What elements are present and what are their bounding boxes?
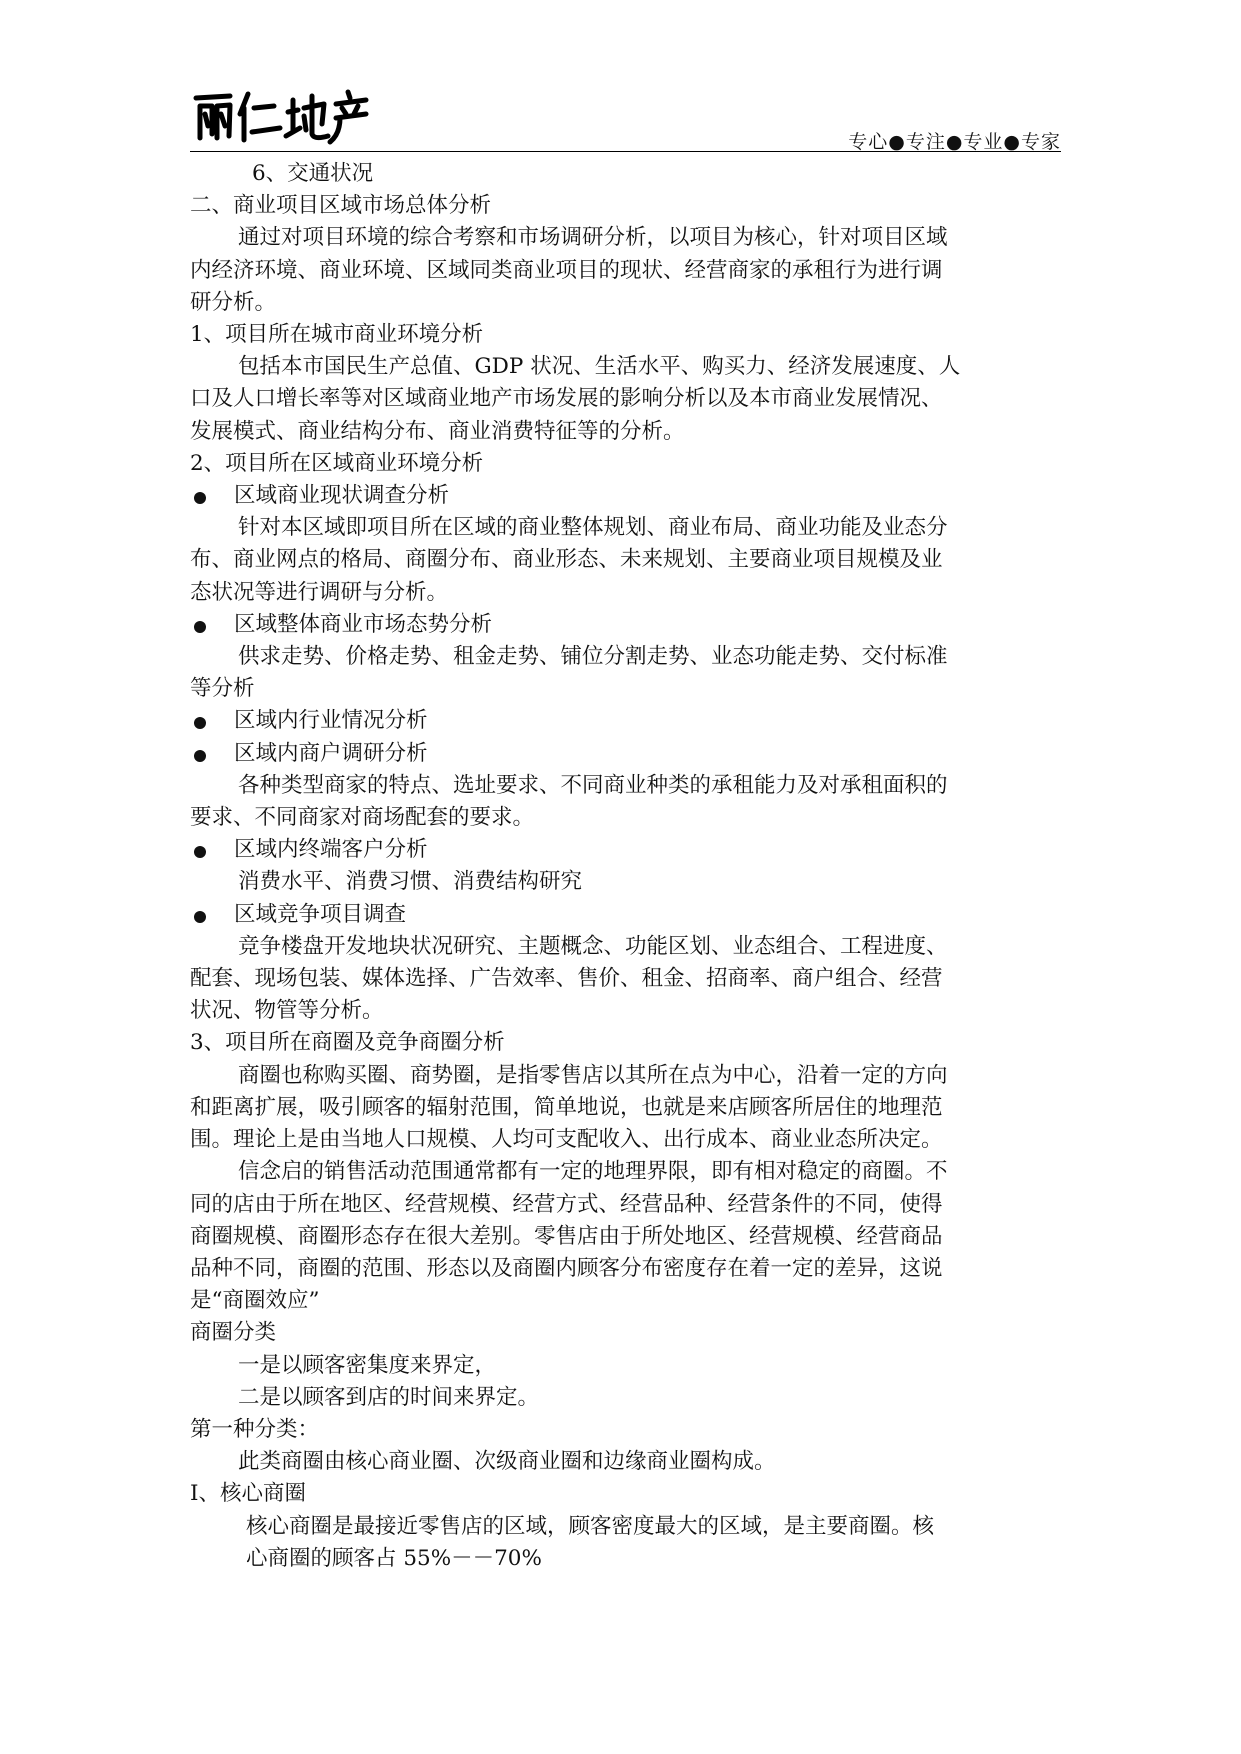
bullet-item: 区域内终端客户分析 [190,834,1070,866]
section-heading: 二、商业项目区域市场总体分析 [190,193,492,219]
paragraph-line: 心商圈的顾客占 55%－－70% [246,1545,542,1571]
paragraph-line: 发展模式、商业结构分布、商业消费特征等的分析。 [190,418,685,444]
paragraph-line: 配套、现场包装、媒体选择、广告效率、售价、租金、招商率、商户组合、经营 [190,966,943,992]
paragraph-line: 和距离扩展，吸引顾客的辐射范围，简单地说，也就是来店顾客所居住的地理范 [190,1094,943,1120]
paragraph-line: 布、商业网点的格局、商圈分布、商业形态、未来规划、主要商业项目规模及业 [190,547,943,573]
paragraph-line: 通过对项目环境的综合考察和市场调研分析，以项目为核心，针对项目区域 [238,225,948,251]
paragraph-line: 信念启的销售活动范围通常都有一定的地理界限，即有相对稳定的商圈。不 [238,1159,948,1185]
subsection-heading: 商圈分类 [190,1320,277,1346]
bullet-icon [194,750,206,762]
paragraph-line: 商圈也称购买圈、商势圈，是指零售店以其所在点为中心，沿着一定的方向 [238,1062,948,1088]
subsection-heading: 3、项目所在商圈及竞争商圈分析 [190,1030,505,1056]
bullet-icon [194,911,206,923]
paragraph-line: 口及人口增长率等对区域商业地产市场发展的影响分析以及本市商业发展情况、 [190,386,943,412]
bullet-icon [194,846,206,858]
paragraph-line: 竞争楼盘开发地块状况研究、主题概念、功能区划、业态组合、工程进度、 [238,933,948,959]
paragraph-line: 各种类型商家的特点、选址要求、不同商业种类的承租能力及对承租面积的 [238,772,948,798]
paragraph-line: 商圈规模、商圈形态存在很大差别。零售店由于所处地区、经营规模、经营商品 [190,1223,943,1249]
paragraph-line: 针对本区域即项目所在区域的商业整体规划、商业布局、商业功能及业态分 [238,515,948,541]
bullet-item: 区域内行业情况分析 [190,705,1070,737]
bullet-icon [194,492,206,504]
paragraph-line: 等分析 [190,676,255,702]
paragraph-line: 围。理论上是由当地人口规模、人均可支配收入、出行成本、商业业态所决定。 [190,1127,943,1153]
paragraph-line: 包括本市国民生产总值、GDP 状况、生活水平、购买力、经济发展速度、人 [238,354,961,380]
subsection-heading: Ⅰ、核心商圈 [190,1481,306,1507]
bullet-item: 区域内商户调研分析 [190,738,1070,770]
paragraph-line: 核心商圈是最接近零售店的区域，顾客密度最大的区域，是主要商圈。核 [246,1513,935,1539]
paragraph-line: 是“商圈效应” [190,1288,320,1314]
paragraph-line: 二是以顾客到店的时间来界定。 [238,1384,540,1410]
bullet-item: 区域竞争项目调查 [190,899,1070,931]
subsection-heading: 第一种分类： [190,1416,320,1442]
paragraph-line: 一是以顾客密集度来界定， [238,1352,497,1378]
paragraph-line: 状况、物管等分析。 [190,998,384,1024]
paragraph-line: 要求、不同商家对商场配套的要求。 [190,805,535,831]
paragraph-line: 此类商圈由核心商业圈、次级商业圈和边缘商业圈构成。 [238,1449,776,1475]
bullet-icon [194,621,206,633]
header-slogan: 专心●专注●专业●专家 [848,131,1061,153]
bullet-icon [194,717,206,729]
bullet-item: 区域商业现状调查分析 [190,480,1070,512]
paragraph-line: 品种不同，商圈的范围、形态以及商圈内顾客分布密度存在着一定的差异，这说 [190,1255,943,1281]
subsection-heading: 1、项目所在城市商业环境分析 [190,322,484,348]
paragraph-line: 研分析。 [190,289,277,315]
paragraph-line: 同的店由于所在地区、经营规模、经营方式、经营品种、经营条件的不同，使得 [190,1191,943,1217]
bullet-item: 区域整体商业市场态势分析 [190,609,1070,641]
paragraph-line: 消费水平、消费习惯、消费结构研究 [238,869,583,895]
company-logo [190,86,370,146]
document-body [190,158,1070,1575]
subsection-heading: 2、项目所在区域商业环境分析 [190,450,484,476]
header-rule [190,151,1061,152]
paragraph-line: 态状况等进行调研与分析。 [190,579,449,605]
paragraph-line: 供求走势、价格走势、租金走势、铺位分割走势、业态功能走势、交付标准 [238,644,948,670]
paragraph-line: 内经济环境、商业环境、区域同类商业项目的现状、经营商家的承租行为进行调 [190,257,943,283]
heading-transport: 6、交通状况 [252,161,374,186]
